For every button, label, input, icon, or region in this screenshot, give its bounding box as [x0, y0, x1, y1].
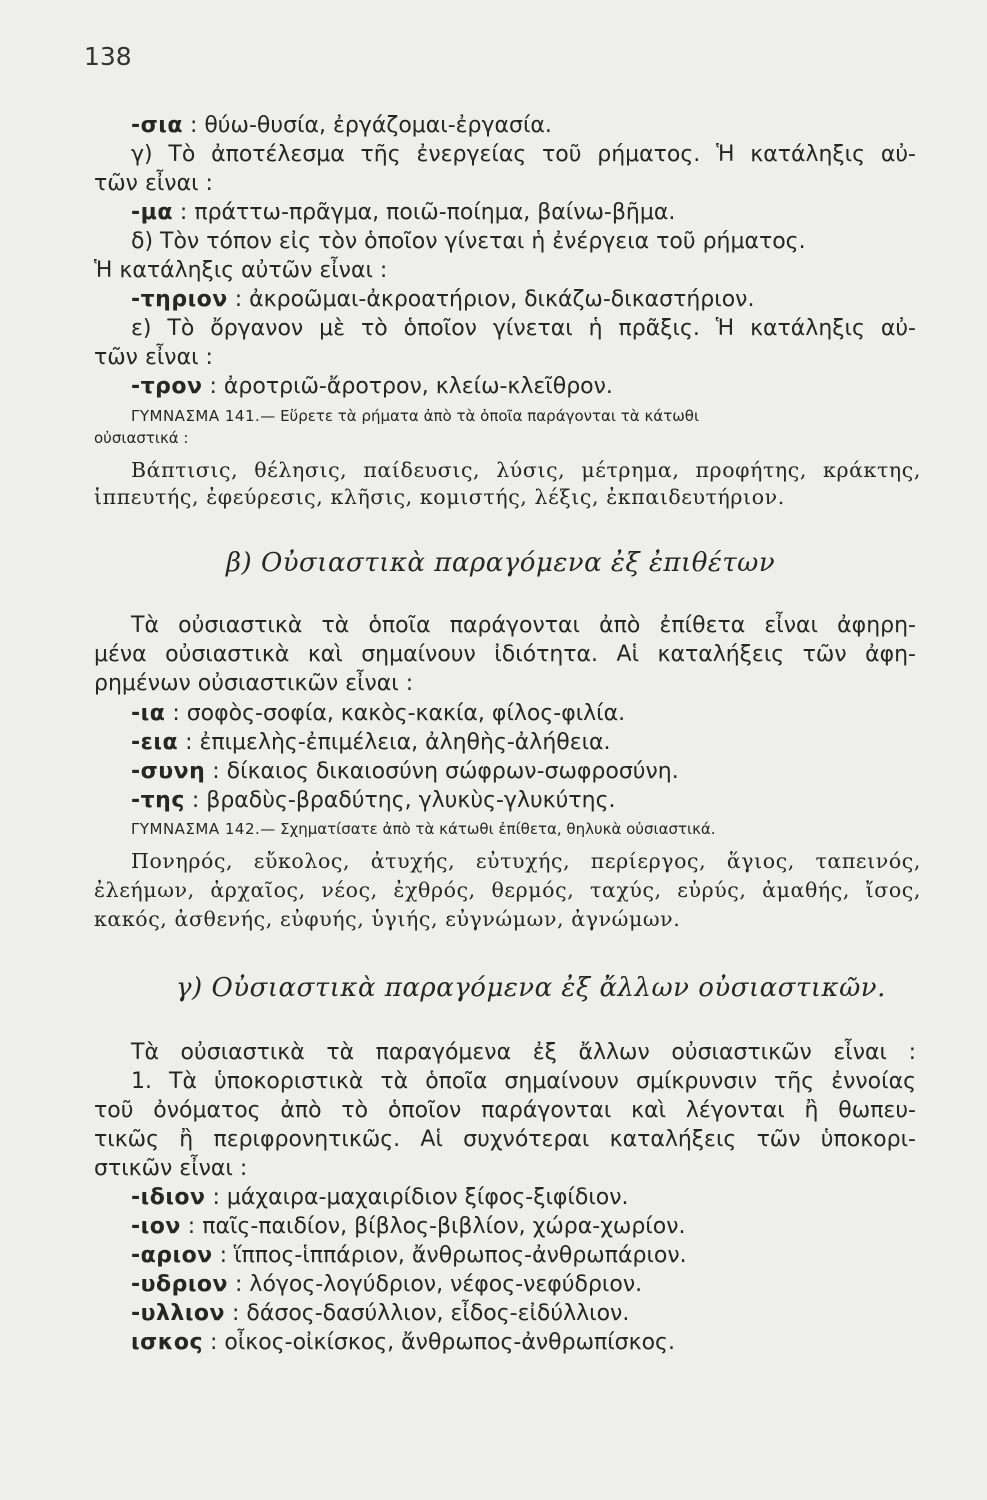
suffix-line [131, 1329, 675, 1357]
paragraph-line: ε) Τὸ ὄργανον μὲ τὸ ὁποῖον γίνεται ἡ πρᾶξις. Ἡ κατάληξις αὐ- [131, 316, 916, 341]
suffix-line [131, 700, 625, 728]
exercise-141-words: Βάπτισις, θέλησις, παίδευσις, λύσις, μέτρημα, προφήτης, κράκτης, [131, 458, 921, 482]
suffix: -εια [131, 730, 179, 755]
suffix-examples: : λόγος-λογύδριον, νέφος-νεφύδριον. [228, 1272, 643, 1297]
exercise-142-words: ἐλεήμων, ἀρχαῖος, νέος, ἐχθρός, θερμός, ταχύς, εὐρύς, ἀμαθής, ἴσος, [94, 878, 921, 902]
paragraph-line: δ) Τὸν τόπον εἰς τὸν ὁποῖον γίνεται ἡ ἐνέργεια τοῦ ρήματος. [131, 229, 806, 254]
suffix-line [131, 1300, 629, 1328]
suffix-line [131, 758, 679, 786]
exercise-label: ΓΥΜΝΑΣΜΑ 141. [131, 407, 261, 425]
suffix-examples: : θύω-θυσία, ἐργάζομαι-ἐργασία. [182, 113, 552, 138]
exercise-text: — Σχηματίσατε ἀπὸ τὰ κάτωθι ἐπίθετα, θηλυκὰ οὐσιαστικά. [260, 820, 716, 838]
suffix-examples: : ἐπιμελὴς-ἐπιμέλεια, ἀληθὴς-ἀλήθεια. [178, 730, 611, 755]
suffix-line [131, 787, 615, 815]
exercise-141-instruction-cont: οὐσιαστικά : [94, 429, 189, 447]
suffix-examples: : ἵππος-ἱππάριον, ἄνθρωπος-ἀνθρωπάριον. [212, 1243, 687, 1268]
paragraph-line: Τὰ οὐσιαστικὰ τὰ παραγόμενα ἐξ ἄλλων οὐσιαστικῶν εἶναι : [131, 1040, 916, 1065]
suffix-line [131, 199, 675, 227]
paragraph-line: μένα οὐσιαστικὰ καὶ σημαίνουν ἰδιότητα. Αἱ καταλήξεις τῶν ἀφη- [94, 642, 916, 667]
suffix-examples: : ἀροτριῶ-ἄροτρον, κλείω-κλεῖθρον. [202, 374, 613, 399]
exercise-142-words: Πονηρός, εὔκολος, ἀτυχής, εὐτυχής, περίεργος, ἅγιος, ταπεινός, [131, 849, 921, 873]
paragraph-line: τικῶς ἢ περιφρονητικῶς. Αἱ συχνότεραι καταλήξεις τῶν ὑποκορι- [94, 1127, 916, 1152]
suffix: -της [131, 788, 185, 813]
suffix-examples: : παῖς-παιδίον, βίβλος-βιβλίον, χώρα-χωρίον. [180, 1214, 686, 1239]
suffix-examples: : δίκαιος δικαιοσύνη σώφρων-σωφροσύνη. [205, 759, 679, 784]
suffix-examples: : σοφὸς-σοφία, κακὸς-κακία, φίλος-φιλία. [165, 701, 626, 726]
suffix: -υδριον [131, 1272, 229, 1297]
suffix-line [131, 1213, 685, 1241]
suffix: -μα [131, 200, 173, 225]
suffix: -υλλιον [131, 1301, 226, 1326]
suffix-line [131, 1271, 642, 1299]
suffix-line [131, 729, 611, 757]
exercise-142-instruction [131, 819, 716, 839]
exercise-142-words: κακός, ἀσθενής, εὐφυής, ὑγιής, εὐγνώμων, ἀγνώμων. [94, 907, 681, 931]
suffix-examples: : μάχαιρα-μαχαιρίδιον ξίφος-ξιφίδιον. [205, 1185, 629, 1210]
paragraph-line: στικῶν εἶναι : [94, 1156, 248, 1181]
section-b-heading: β) Οὐσιαστικὰ παραγόμενα ἐξ ἐπιθέτων [226, 548, 776, 578]
suffix: -σια [131, 113, 183, 138]
paragraph-line: Τὰ οὐσιαστικὰ τὰ ὁποῖα παράγονται ἀπὸ ἐπίθετα εἶναι ἀφηρη- [131, 613, 916, 638]
suffix: -αριον [131, 1243, 213, 1268]
exercise-141-instruction [131, 406, 699, 426]
suffix-line [131, 286, 754, 314]
suffix-examples: : δάσος-δασύλλιον, εἶδος-εἰδύλλιον. [225, 1301, 630, 1326]
suffix: ισκος [131, 1330, 203, 1355]
exercise-text: — Εὕρετε τὰ ρήματα ἀπὸ τὰ ὁποῖα παράγονται τὰ κάτωθι [260, 407, 700, 425]
suffix: -ιδιον [131, 1185, 206, 1210]
page-number: 138 [84, 42, 132, 71]
suffix-examples: : οἶκος-οἰκίσκος, ἄνθρωπος-ἀνθρωπίσκος. [203, 1330, 675, 1355]
paragraph-line: 1. Τὰ ὑποκοριστικὰ τὰ ὁποῖα σημαίνουν σμίκρυνσιν τῆς ἐννοίας [131, 1069, 916, 1094]
exercise-label: ΓΥΜΝΑΣΜΑ 142. [131, 820, 261, 838]
paragraph-line: τοῦ ὀνόματος ἀπὸ τὸ ὁποῖον παράγονται καὶ λέγονται ἢ θωπευ- [94, 1098, 916, 1123]
section-c-heading: γ) Οὐσιαστικὰ παραγόμενα ἐξ ἄλλων οὐσιαστικῶν. [176, 973, 886, 1003]
suffix: -συνη [131, 759, 206, 784]
suffix-line [131, 1184, 629, 1212]
suffix: -ια [131, 701, 166, 726]
paragraph-line: Ἡ κατάληξις αὐτῶν εἶναι : [94, 258, 388, 283]
paragraph-line: τῶν εἶναι : [94, 345, 213, 370]
paragraph-line: ρημένων οὐσιαστικῶν εἶναι : [94, 671, 414, 696]
suffix-examples: : βραδὺς-βραδύτης, γλυκὺς-γλυκύτης. [184, 788, 616, 813]
suffix-line [131, 1242, 687, 1270]
suffix: -ιον [131, 1214, 181, 1239]
paragraph-line: γ) Τὸ ἀποτέλεσμα τῆς ἐνεργείας τοῦ ρήματος. Ἡ κατάληξις αὐ- [131, 142, 916, 167]
suffix-examples: : πράττω-πρᾶγμα, ποιῶ-ποίημα, βαίνω-βῆμα. [172, 200, 676, 225]
exercise-141-words: ἱππευτής, ἐφεύρεσις, κλῆσις, κομιστής, λέξις, ἐκπαιδευτήριον. [94, 485, 785, 509]
suffix-examples: : ἀκροῶμαι-ἀκροατήριον, δικάζω-δικαστήριον. [227, 287, 755, 312]
suffix-line [131, 373, 613, 401]
paragraph-line: τῶν εἶναι : [94, 171, 213, 196]
suffix: -τρον [131, 374, 203, 399]
suffix: -τηριον [131, 287, 228, 312]
suffix-line [131, 112, 552, 140]
